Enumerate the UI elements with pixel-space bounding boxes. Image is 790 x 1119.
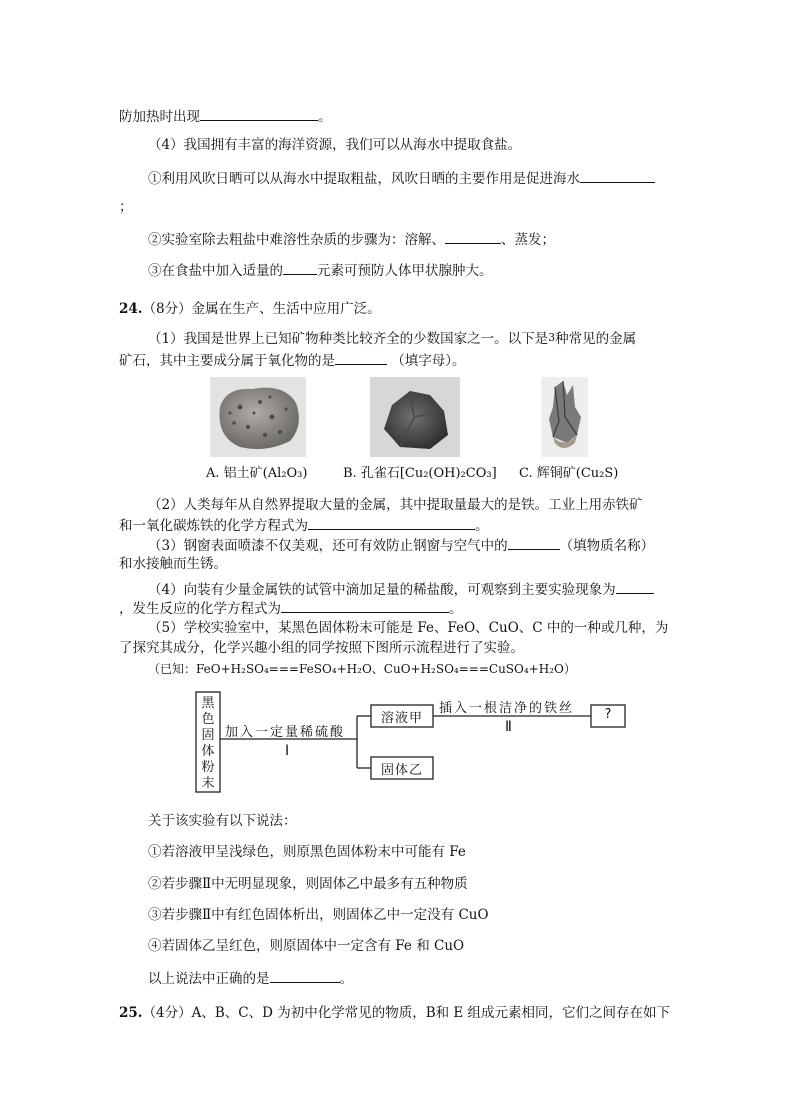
- question-number: 25.: [119, 1005, 143, 1021]
- unknown-box: ?: [604, 707, 612, 722]
- statement-1: ①若溶液甲呈浅绿色，则原黑色固体粉末中可能有 Fe: [148, 844, 466, 860]
- blank: [283, 260, 317, 275]
- step2-number: Ⅱ: [505, 719, 512, 735]
- blank: [616, 579, 654, 594]
- malachite-image: [370, 377, 460, 457]
- bauxite-image: [210, 377, 306, 457]
- q24-header: 24.（8分）金属在生产、生活中应用广泛。: [119, 301, 381, 317]
- solution-a-box: 溶液甲: [380, 711, 423, 726]
- ore-image-b: [370, 377, 460, 457]
- step1-number: Ⅰ: [285, 743, 290, 759]
- blank: [508, 535, 560, 550]
- q24-part3-line2: 和水接触而生锈。: [119, 556, 227, 572]
- q24-part5-line2: 了探究其成分，化学兴趣小组的同学按照下图所示流程进行了实验。: [119, 640, 524, 656]
- q25-header: 25.（4分）A、B、C、D 为初中化学常见的物质，B和 E 组成元素相同，它们之间存在如下: [119, 1005, 671, 1021]
- q24-part4-line1: （4）向装有少量金属铁的试管中滴加足量的稀盐酸，可观察到主要实验现象为: [148, 579, 654, 599]
- ore-image-c: [541, 377, 588, 457]
- answer-line: 以上说法中正确的是 。: [148, 968, 353, 988]
- step2-label: 插入一根洁净的铁丝: [439, 701, 575, 716]
- q24-part1-line2: 矿石，其中主要成分属于氧化物的是 （填字母）。: [119, 350, 466, 370]
- question-number: 24.: [119, 301, 143, 317]
- blank: [281, 598, 449, 613]
- start-box: 黑 色 固 体 粉 末: [201, 696, 215, 791]
- q24-part5-line1: （5）学校实验室中，某黑色固体粉末可能是 Fe、FeO、CuO、C 中的一种或几种，为: [148, 620, 669, 636]
- ore-caption-c: C. 辉铜矿(Cu₂S): [519, 466, 619, 481]
- blank: [335, 350, 387, 365]
- ore-caption-a: A. 铝土矿(Al₂O₃): [206, 466, 308, 481]
- ore-caption-b: B. 孔雀石[Cu₂(OH)₂CO₃]: [343, 466, 497, 481]
- statements-intro: 关于该实验有以下说法：: [148, 813, 297, 829]
- blank: [200, 106, 318, 121]
- blank: [308, 515, 475, 530]
- statement-4: ④若固体乙呈红色，则原固体中一定含有 Fe 和 CuO: [148, 938, 465, 954]
- blank: [445, 229, 501, 244]
- blank: [270, 968, 340, 983]
- q4-item-3: ③在食盐中加入适量的 元素可预防人体甲状腺肿大。: [148, 260, 493, 280]
- known-equations: （已知：FeO+H₂SO₄===FeSO₄+H₂O、CuO+H₂SO₄===CuSO₄+H₂O）: [148, 662, 576, 676]
- statement-3: ③若步骤Ⅱ中有红色固体析出，则固体乙中一定没有 CuO: [148, 907, 489, 923]
- q24-part3-line1: （3）钢窗表面喷漆不仅美观，还可有效防止钢窗与空气中的 （填物质名称）: [148, 535, 654, 555]
- q4-title: （4）我国拥有丰富的海洋资源，我们可以从海水中提取食盐。: [148, 137, 522, 153]
- q24-part2-line1: （2）人类每年从自然界提取大量的金属，其中提取量最大的是铁。工业上用赤铁矿: [148, 497, 643, 513]
- q24-part1-line1: （1）我国是世界上已知矿物种类比较齐全的少数国家之一。以下是3种常见的金属: [148, 331, 637, 347]
- blank: [580, 168, 655, 183]
- flow-diagram: [185, 690, 675, 798]
- q4-item-1: ①利用风吹日晒可以从海水中提取粗盐，风吹日晒的主要作用是促进海水: [148, 168, 655, 188]
- solid-b-box: 固体乙: [380, 763, 423, 778]
- statement-2: ②若步骤Ⅱ中无明显现象，则固体乙中最多有五种物质: [148, 876, 468, 892]
- step1-label: 加入一定量稀硫酸: [225, 725, 346, 740]
- q24-part2-line2: 和一氧化碳炼铁的化学方程式为 。: [119, 515, 489, 535]
- q4-item-1-end: ；: [119, 199, 133, 215]
- q4-item-2: ②实验室除去粗盐中难溶性杂质的步骤为：溶解、 、蒸发；: [148, 229, 555, 249]
- line-heating: 防加热时出现 。: [119, 106, 332, 126]
- ore-image-a: [210, 377, 306, 457]
- q24-part4-line2: ，发生反应的化学方程式为 。: [119, 598, 463, 618]
- chalcocite-image: [541, 377, 588, 457]
